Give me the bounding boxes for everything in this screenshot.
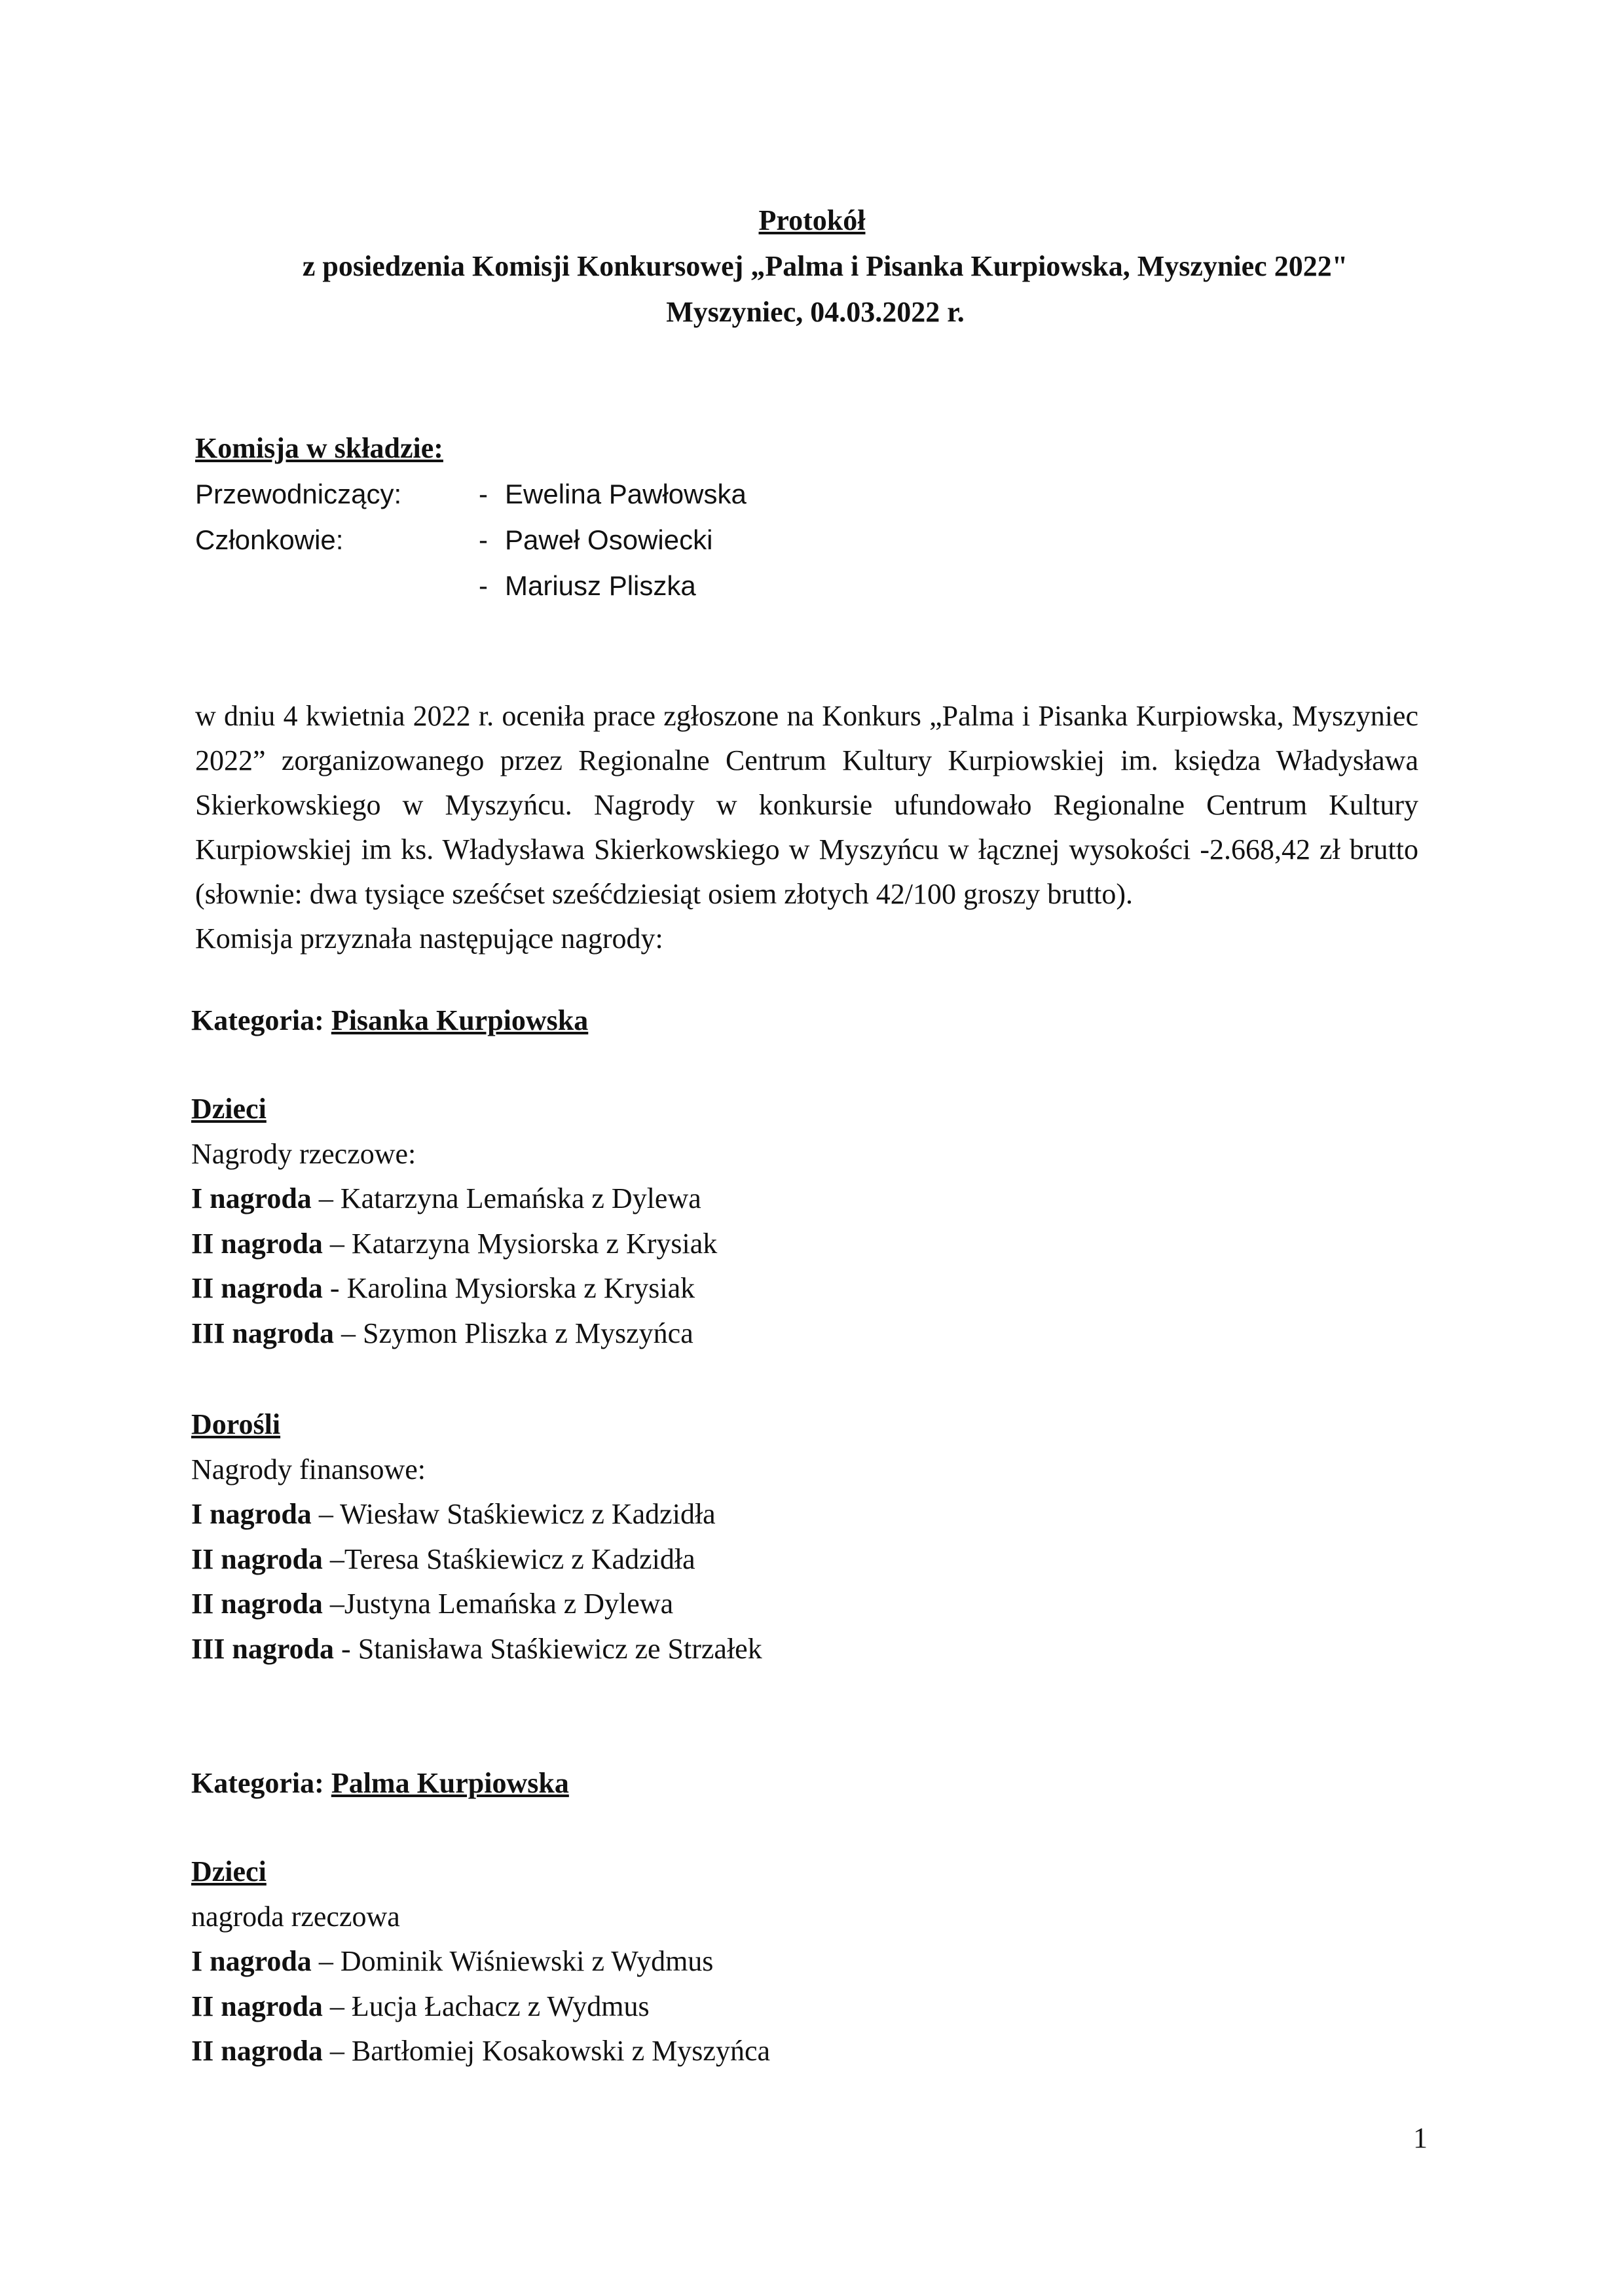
- prize-winner: – Katarzyna Lemańska z Dylewa: [311, 1182, 701, 1214]
- prize-place: II nagroda: [191, 1542, 323, 1575]
- prize-winner: –Teresa Staśkiewicz z Kadzidła: [322, 1542, 695, 1575]
- prize-place: I nagroda: [191, 1182, 312, 1214]
- prize-line: [191, 1939, 1435, 1984]
- body-paragraph: [195, 694, 1418, 961]
- pisanka-adults-group: [191, 1402, 1435, 1671]
- prize-place: I nagroda: [191, 1498, 312, 1530]
- meeting-subtitle: z posiedzenia Komisji Konkursowej „Palma i Pisanka Kurpiowska, Myszyniec 2022": [302, 250, 1348, 282]
- category-name: Pisanka Kurpiowska: [331, 1004, 589, 1036]
- prize-line: [191, 1984, 1435, 2030]
- prize-winner: - Stanisława Staśkiewicz ze Strzałek: [334, 1632, 762, 1665]
- prize-winner: – Dominik Wiśniewski z Wydmus: [311, 1945, 714, 1977]
- prize-line: [191, 2029, 1435, 2074]
- group-title: Dzieci: [191, 1093, 267, 1125]
- commission-block: [195, 426, 1439, 609]
- prize-place: I nagroda: [191, 1945, 312, 1977]
- prize-line: [191, 1176, 1435, 1222]
- document-header: [0, 198, 1624, 335]
- prize-winner: –Justyna Lemańska z Dylewa: [322, 1588, 674, 1620]
- prize-line: [191, 1537, 1435, 1582]
- paragraph-text: w dniu 4 kwietnia 2022 r. oceniła prace zgłoszone na Konkurs „Palma i Pisanka Kurpiowska, Myszyniec 2022” zorganizowanego przez Regionalne Centrum Kultury Kurpiowskiej im. księdza Władysława Skierkowskiego w Myszyńcu. Nagrody w konkursie ufundowało Regionalne Centrum Kultury Kurpiowskiej im ks. Władysława Skierkowskiego w Myszyńcu w łącznej wysokości -2.668,42 zł brutto (słownie: dwa tysiące sześćset sześćdziesiąt osiem złotych 42/100 groszy brutto).: [195, 700, 1418, 910]
- member-dash: -: [479, 570, 488, 601]
- category-heading: [191, 1761, 1435, 1806]
- member-dash: -: [479, 524, 488, 555]
- prize-line: [191, 1222, 1435, 1267]
- category-label: Kategoria:: [191, 1004, 331, 1036]
- commission-member-row: [195, 471, 1439, 517]
- prize-place: II nagroda: [191, 2035, 323, 2067]
- prize-line: [191, 1582, 1435, 1627]
- category-heading: [191, 998, 1435, 1044]
- prize-winner: – Katarzyna Mysiorska z Krysiak: [322, 1227, 718, 1260]
- group-subtitle: Nagrody rzeczowe:: [191, 1137, 416, 1170]
- prize-line: [191, 1266, 1435, 1311]
- commission-member-row: [195, 517, 1439, 563]
- pisanka-children-group: [191, 1087, 1435, 1356]
- member-dash: -: [479, 479, 488, 509]
- prize-line: [191, 1311, 1435, 1357]
- prize-place: III nagroda: [191, 1317, 335, 1349]
- prize-winner: – Szymon Pliszka z Myszyńca: [334, 1317, 693, 1349]
- member-name: Ewelina Pawłowska: [505, 479, 747, 509]
- paragraph-conclusion: Komisja przyznała następujące nagrody:: [195, 922, 663, 955]
- member-name: Paweł Osowiecki: [505, 524, 713, 555]
- group-subtitle: nagroda rzeczowa: [191, 1900, 400, 1933]
- prize-place: II nagroda: [191, 1272, 323, 1304]
- prize-place: II nagroda: [191, 1227, 323, 1260]
- category-name: Palma Kurpiowska: [331, 1767, 569, 1799]
- page-number: 1: [1413, 2122, 1428, 2154]
- prize-line: [191, 1627, 1435, 1672]
- member-role: Członkowie:: [195, 524, 344, 555]
- group-title: Dzieci: [191, 1855, 267, 1887]
- category-label: Kategoria:: [191, 1767, 331, 1799]
- document-title: Protokół: [758, 204, 866, 236]
- prize-winner: – Łucja Łachacz z Wydmus: [322, 1990, 650, 2022]
- prize-place: II nagroda: [191, 1990, 323, 2022]
- place-date: Myszyniec, 04.03.2022 r.: [666, 296, 965, 328]
- commission-heading: Komisja w składzie:: [195, 432, 443, 464]
- category-pisanka: [191, 998, 1435, 1044]
- member-role: Przewodniczący:: [195, 479, 402, 509]
- prize-winner: – Wiesław Staśkiewicz z Kadzidła: [311, 1498, 716, 1530]
- palma-children-group: [191, 1850, 1435, 2074]
- prize-place: II nagroda: [191, 1588, 323, 1620]
- member-name: Mariusz Pliszka: [505, 570, 696, 601]
- prize-place: III nagroda: [191, 1632, 335, 1665]
- prize-line: [191, 1492, 1435, 1537]
- group-subtitle: Nagrody finansowe:: [191, 1453, 426, 1485]
- prize-winner: – Bartłomiej Kosakowski z Myszyńca: [322, 2035, 771, 2067]
- member-role: [195, 563, 479, 609]
- commission-member-row: [195, 563, 1439, 609]
- group-title: Dorośli: [191, 1408, 281, 1440]
- category-palma: [191, 1761, 1435, 1806]
- prize-winner: - Karolina Mysiorska z Krysiak: [322, 1272, 695, 1304]
